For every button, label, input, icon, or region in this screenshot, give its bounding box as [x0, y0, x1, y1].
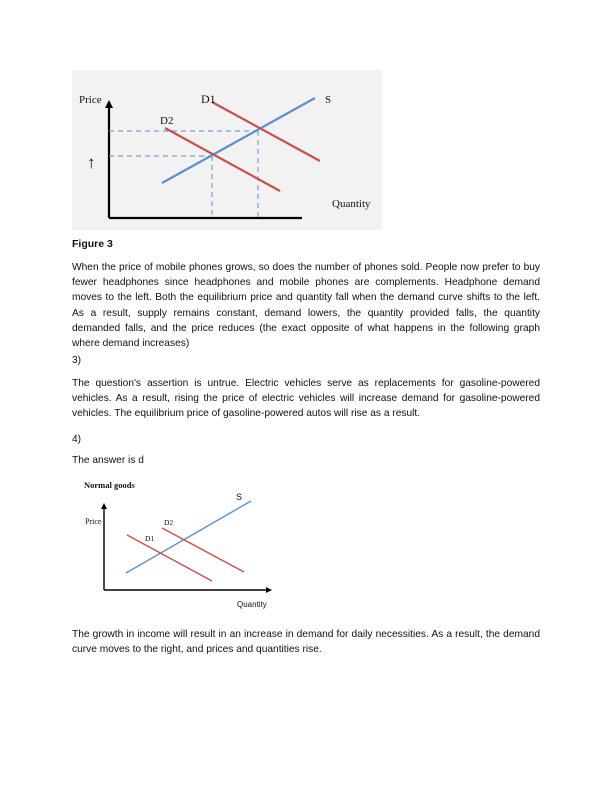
figure2-demand-d2-line — [162, 528, 244, 572]
figure2-x-axis-arrowhead — [266, 587, 272, 593]
paragraph-income-growth: The growth in income will result in an increase in demand for daily necessities. As a result, the demand curve moves to the right, and prices and quantities rise. — [72, 629, 540, 656]
figure1-s-label: S — [325, 94, 332, 106]
figure2-x-label: Quantity — [237, 600, 267, 609]
figure-caption: Figure 3 — [72, 238, 113, 250]
question-number-4: 4) — [72, 434, 82, 445]
figure2-y-label: Price — [85, 517, 102, 526]
figure-normal-goods — [72, 475, 282, 615]
answer-text: The answer is d — [72, 455, 144, 466]
question-number-3: 3) — [72, 355, 82, 366]
paragraph-electric-vehicles: The question's assertion is untrue. Electric vehicles serve as replacements for gasoline-powered vehicles. As a result, rising the price of electric vehicles will increase demand for gasoline-powered vehicles. The equilibrium price of gasoline-powered autos will rise as a result. — [72, 378, 540, 420]
figure2-svg — [72, 475, 282, 615]
figure2-s-label: S — [236, 492, 243, 502]
figure2-y-axis-arrowhead — [101, 503, 107, 509]
figure2-d1-label: D1 — [145, 534, 155, 543]
figure1-price-up-arrow-icon: ↑ — [87, 153, 96, 172]
paragraph-headphone-demand: When the price of mobile phones grows, so does the number of phones sold. People now prefer to buy fewer headphones since headphones and mobile phones are complements. Headphone demand moves to the left. Both the equilibrium price and quantity fall when the demand curve shifts to the left. As a result, supply remains constant, demand lowers, the quantity provided falls, the quantity demanded falls, and the price reduces (the exact opposite of what happens in the following graph where demand increases) — [72, 262, 540, 350]
figure2-title: Normal goods — [84, 480, 135, 490]
figure-demand-shift-left — [72, 70, 382, 230]
figure1-d1-label: D1 — [201, 92, 216, 106]
figure1-x-label: Quantity — [332, 198, 371, 210]
figure2-demand-d1-line — [127, 535, 212, 581]
figure1-d2-label: D2 — [160, 115, 174, 127]
figure1-svg — [72, 70, 382, 230]
figure2-d2-label: D2 — [164, 518, 174, 527]
figure1-y-label: Price — [79, 94, 102, 106]
